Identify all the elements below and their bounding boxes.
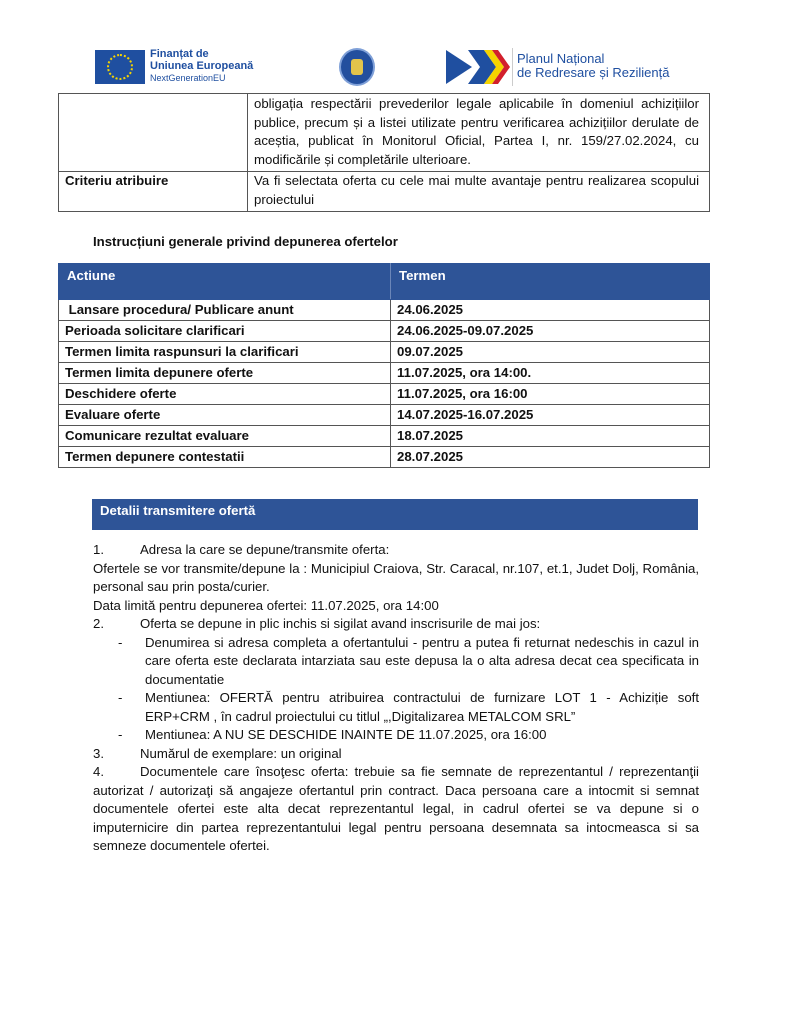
bullet-item — [93, 726, 699, 745]
deadline-cell: 28.07.2025 — [391, 447, 710, 468]
table-row — [59, 172, 710, 212]
pnrr-logo-text — [517, 52, 669, 80]
list-item-1 — [93, 541, 699, 560]
instructions-heading: Instrucțiuni generale privind depunerea ofertelor — [93, 234, 398, 249]
bullet-item — [93, 634, 699, 690]
table-row — [59, 300, 710, 321]
eu-funding-logo-text — [150, 48, 253, 84]
deadline-cell: 11.07.2025, ora 14:00. — [391, 363, 710, 384]
deadline-paragraph: Data limită pentru depunerea ofertei: 11.07.2025, ora 14:00 — [93, 597, 439, 613]
deadline-cell: 24.06.2025-09.07.2025 — [391, 321, 710, 342]
pnrr-logo-line1: Planul Național — [517, 51, 605, 66]
pnrr-logo-line2: de Redresare și Reziliență — [517, 65, 670, 80]
eu-logo-line3: NextGenerationEU — [150, 73, 226, 83]
list-item-3 — [93, 745, 699, 764]
action-cell: Deschidere oferte — [59, 384, 391, 405]
column-header-action: Actiune — [59, 264, 391, 300]
table-row — [59, 342, 710, 363]
bullet-text: Denumirea si adresa completa a ofertantului - pentru a putea fi returnat nedeschis in cazul in care oferta este declarata intarziata sau este depusa la o alta adresa decat cea specificata in documentatie — [145, 634, 699, 687]
bullet-item — [93, 689, 699, 726]
submission-details — [93, 541, 699, 856]
deadline-cell: 18.07.2025 — [391, 426, 710, 447]
list-item-4 — [93, 763, 699, 856]
table-row — [59, 321, 710, 342]
details-banner: Detalii transmitere ofertă — [92, 499, 698, 530]
deadline-cell: 09.07.2025 — [391, 342, 710, 363]
table-row — [59, 94, 710, 172]
action-cell: Evaluare oferte — [59, 405, 391, 426]
table-row — [59, 405, 710, 426]
column-header-deadline: Termen — [391, 264, 710, 300]
deadline-cell: 11.07.2025, ora 16:00 — [391, 384, 710, 405]
eu-logo-line2: Uniunea Europeană — [150, 60, 254, 72]
item-text: Oferta se depune in plic inchis si sigilat avand inscrisurile de mai jos: — [140, 616, 541, 631]
row-label — [59, 94, 248, 172]
item-number: 3. — [93, 745, 104, 761]
item-number: 4. — [93, 764, 104, 779]
pnrr-arrows-icon — [446, 50, 510, 84]
item-text: Adresa la care se depune/transmite oferta: — [140, 542, 390, 557]
item-number: 2. — [93, 616, 104, 631]
row-value: obligația respectării prevederilor legale aplicabile în domeniul achizițiilor publice, precum și a listei utilizate pentru verificarea achizițiilor derulate de aceștia, publicat în Monitorul Oficial, Partea I, nr. 159/27.02.2024, cu modificările și completările ulterioare. — [248, 94, 710, 172]
bullet-marker: - — [118, 634, 123, 650]
deadline-cell: 14.07.2025-16.07.2025 — [391, 405, 710, 426]
table-header-row — [59, 264, 710, 300]
eu-logo-line1: Finanțat de — [150, 48, 209, 60]
header-logos — [0, 44, 791, 92]
table-row — [59, 384, 710, 405]
bullet-text: Mentiunea: OFERTĂ pentru atribuirea contractului de furnizare LOT 1 - Achiziție soft ERP+CRM , în cadrul proiectului cu titlul „,Digitalizarea METALCOM SRL” — [145, 690, 699, 724]
table-row — [59, 363, 710, 384]
item-number: 1. — [93, 542, 104, 557]
action-cell: Termen limita raspunsuri la clarificari — [59, 342, 391, 363]
row-value: Va fi selectata oferta cu cele mai multe avantaje pentru realizarea scopului proiectului — [248, 172, 710, 212]
item-text: Numărul de exemplare: un original — [140, 745, 342, 761]
romanian-government-emblem-icon — [339, 48, 375, 86]
logo-divider — [512, 48, 513, 86]
action-cell: Termen depunere contestatii — [59, 447, 391, 468]
schedule-table — [58, 263, 710, 468]
eu-flag-icon — [95, 50, 145, 84]
address-paragraph: Ofertele se vor transmite/depune la : Municipiul Craiova, Str. Caracal, nr.107, et.1, Judet Dolj, România, personal sau prin posta/curier. — [93, 560, 699, 594]
action-cell: Perioada solicitare clarificari — [59, 321, 391, 342]
row-label: Criteriu atribuire — [59, 172, 248, 212]
requirements-table — [58, 93, 710, 212]
action-cell: Termen limita depunere oferte — [59, 363, 391, 384]
bullet-marker: - — [118, 690, 123, 705]
bullet-marker: - — [118, 727, 123, 742]
table-row — [59, 447, 710, 468]
action-cell: Lansare procedura/ Publicare anunt — [59, 300, 391, 321]
item-text: Documentele care însoţesc oferta: trebuie sa fie semnate de reprezentantul / reprezentanţii autorizat / autorizaţi să angajeze ofertantul prin contract. Daca persoana care a intocmit si semnat documentele ofertei este alta decat reprezentantul legal, in cadrul ofertei se va depune si o imputernicire din partea reprezentantului legal pentru persoana desemnata sa intocmeasca si sa semneze documentele ofertei. — [93, 764, 699, 853]
list-item-2 — [93, 615, 699, 634]
deadline-cell: 24.06.2025 — [391, 300, 710, 321]
bullet-text: Mentiunea: A NU SE DESCHIDE INAINTE DE 11.07.2025, ora 16:00 — [145, 727, 547, 742]
action-cell: Comunicare rezultat evaluare — [59, 426, 391, 447]
table-row — [59, 426, 710, 447]
